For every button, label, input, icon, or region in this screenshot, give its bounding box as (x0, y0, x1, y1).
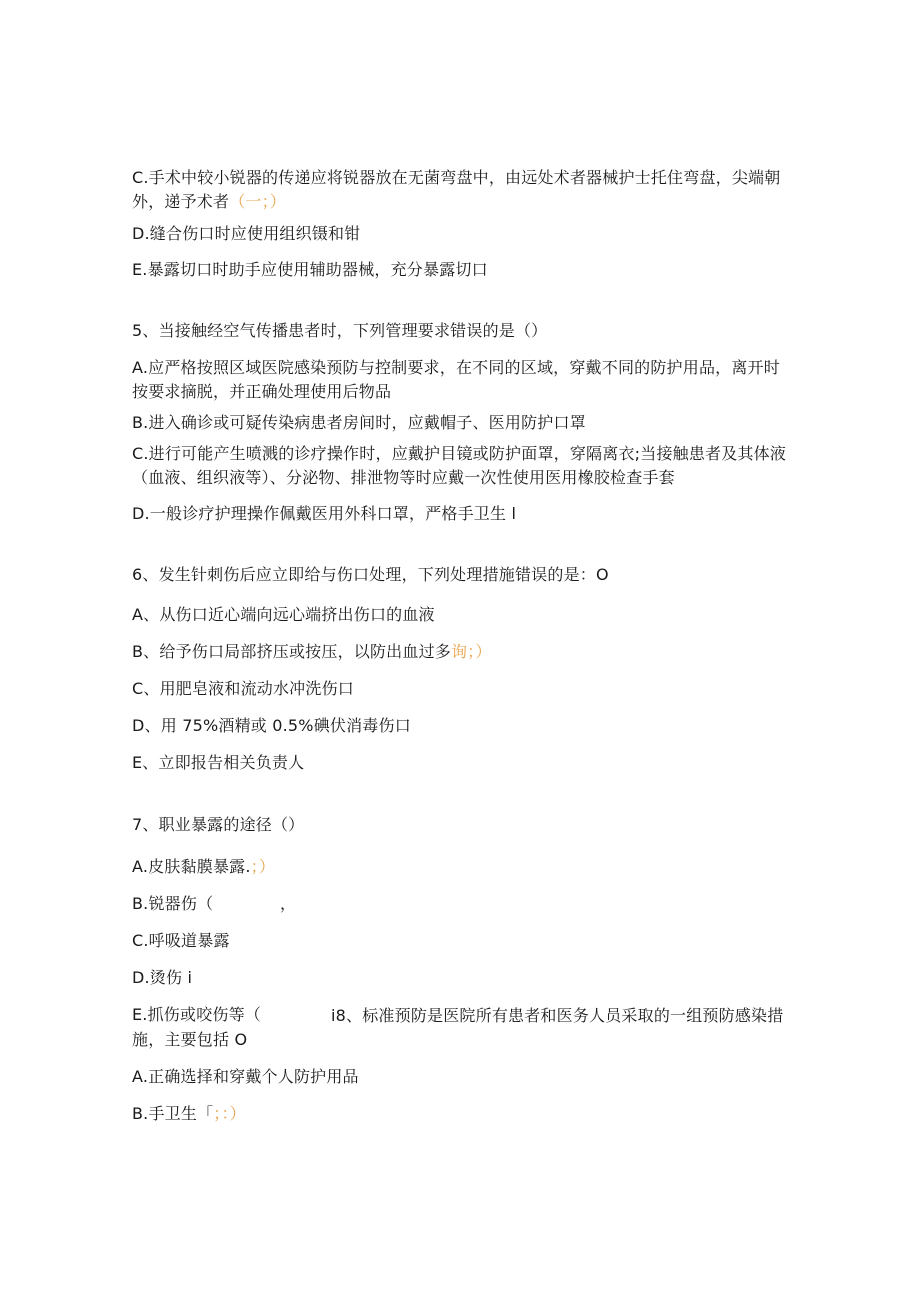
q7-option-b (132, 893, 792, 915)
q7-option-e-text: E.抓伤或咬伤等（ (132, 1005, 261, 1024)
q7-option-b-text: B.锐器伤（ (132, 894, 214, 913)
q4-option-c-text: C.手术中较小锐器的传递应将锐器放在无菌弯盘中，由远处术者器械护士托住弯盘，尖端朝外，递予术者 (132, 168, 781, 211)
q7-title: 7、职业暴露的途径（） (132, 815, 305, 834)
q5-option-d: D.一般诊疗护理操作佩戴医用外科口罩，严格手卫生 l (132, 504, 517, 523)
q8-option-b (132, 1103, 792, 1125)
q4-option-d: D.缝合伤口时应使用组织镊和钳 (132, 224, 361, 243)
q7-option-b-tail: ， (280, 894, 297, 913)
q6-option-c: C、用肥皂液和流动水冲洗伤口 (132, 679, 354, 698)
q4-option-e: E.暴露切口时助手应使用辅助器械，充分暴露切口 (132, 260, 488, 279)
q4-option-c (132, 166, 792, 214)
q8-option-b-mark: ；：） (213, 1104, 246, 1123)
q8-title: i8、标准预防是医院所有患者和医务人员采取的一组预防感染措施，主要包括 O (132, 1006, 784, 1049)
q6-option-b-text: B、给予伤口局部挤压或按压，以防出血过多 (132, 642, 451, 661)
q7-option-a-mark: ；） (250, 857, 276, 876)
q7-option-a (132, 856, 792, 878)
q7-option-c: C.呼吸道暴露 (132, 931, 230, 950)
q6-option-e: E、立即报告相关负责人 (132, 753, 305, 772)
q6-option-b (132, 641, 792, 663)
q8-option-b-text: B.手卫生「 (132, 1104, 214, 1123)
q6-option-d: D、用 75%酒精或 0.5%碘伏消毒伤口 (132, 716, 411, 735)
q5-option-b: B.进入确诊或可疑传染病患者房间时，应戴帽子、医用防护口罩 (132, 413, 586, 432)
q6-option-b-mark: 询；） (450, 642, 492, 661)
q4-option-c-mark: （一；） (229, 192, 287, 211)
q5-option-a: A.应严格按照区域医院感染预防与控制要求，在不同的区域，穿戴不同的防护用品，离开时按要求摘脱，并正确处理使用后物品 (132, 358, 780, 401)
q6-title: 6、发生针刺伤后应立即给与伤口处理，下列处理措施错误的是：O (132, 565, 609, 584)
q6-option-a: A、从伤口近心端向远心端挤出伤口的血液 (132, 605, 435, 624)
q5-title: 5、当接触经空气传播患者时，下列管理要求错误的是（） (132, 321, 548, 340)
q8-option-a: A.正确选择和穿戴个人防护用品 (132, 1067, 359, 1086)
q5-option-c: C.进行可能产生喷溅的诊疗操作时，应戴护目镜或防护面罩，穿隔离衣;当接触患者及其体液（血液、组织液等）、分泌物、排泄物等时应戴一次性使用医用橡胶检查手套 (132, 444, 787, 487)
q7-option-a-text: A.皮肤黏膜暴露. (132, 857, 251, 876)
q7-option-d: D.烫伤 i (132, 968, 193, 987)
